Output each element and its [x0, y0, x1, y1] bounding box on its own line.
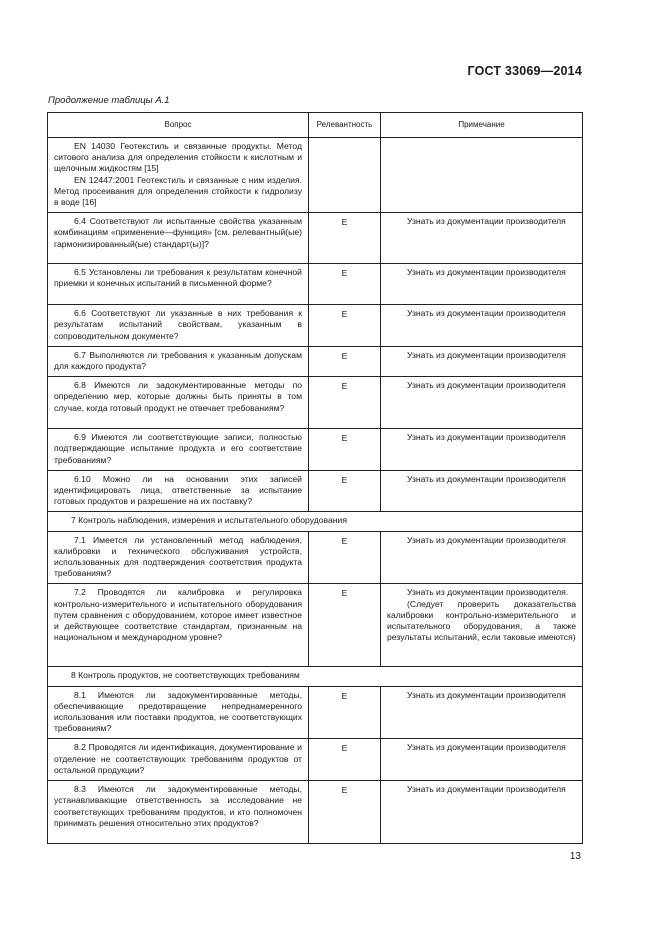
relevance-cell: Е [309, 584, 381, 667]
relevance-cell: Е [309, 739, 381, 781]
relevance-cell: Е [309, 213, 381, 264]
note-cell: Узнать из документации производителя [381, 213, 583, 264]
table-row [48, 584, 583, 667]
table-row [48, 470, 583, 512]
question-text: 6.6 Соответствуют ли указанные в них требования к результатам испытаний свойствам, указанным в сопроводительном документе? [54, 308, 302, 341]
note-cell: Узнать из документации производителя [381, 531, 583, 584]
table-row [48, 138, 583, 213]
column-header-note: Примечание [381, 113, 583, 138]
note-cell: Узнать из документации производителя [381, 781, 583, 844]
question-text: 6.8 Имеются ли задокументированные методы по определению мер, которые должны быть приняты в том случае, когда готовый продукт не отвечает требованиям? [54, 380, 302, 413]
reference-text: EN 14030 Геотекстиль и связанные продукты. Метод ситового анализа для определения стойкости к кислотным и щелочным жидкостям [15] [54, 141, 302, 174]
question-text: 6.10 Можно ли на основании этих записей идентифицировать лица, ответственные за испытание готовых продуктов и разрешение на их поставку? [54, 473, 302, 507]
question-cell [48, 531, 309, 584]
section-row [48, 667, 583, 686]
question-cell [48, 213, 309, 264]
question-text: 8.1 Имеются ли задокументированные методы, обеспечивающие предотвращение непреднамеренного использования или поставки продуктов, не соответствующих требованиям? [54, 689, 302, 734]
note-cell: Узнать из документации производителя [381, 686, 583, 739]
requirements-table [47, 112, 583, 844]
note-cell: Узнать из документации производителя [381, 264, 583, 305]
question-text: 6.4 Соответствуют ли испытанные свойства указанным комбинациям «применение—функция» [см. релевантный(ые) гармонизированный(ые) стандарт(ы)]? [54, 216, 302, 249]
question-text: 6.5 Установлены ли требования к результатам конечной приемки и конечных испытаний в письменной форме? [54, 267, 302, 289]
page-number: 13 [569, 851, 581, 862]
question-text: 8.3 Имеются ли задокументированные методы, устанавливающие ответственность за исследование не соответствующих требованиям продуктов, и кто полномочен принимать решения относительно этих продуктов? [54, 784, 302, 828]
table-row [48, 531, 583, 584]
relevance-cell: Е [309, 264, 381, 305]
section-heading-7: 7 Контроль наблюдения, измерения и испытательного оборудования [48, 512, 583, 531]
section-heading-8: 8 Контроль продуктов, не соответствующих требованиям [48, 667, 583, 686]
relevance-cell: Е [309, 531, 381, 584]
relevance-cell: Е [309, 470, 381, 512]
question-cell [48, 346, 309, 376]
note-text: (Следует проверить доказательства калибровки контрольно-измерительного и испытательного оборудования, а также результаты испытаний, если таковые имеются) [387, 598, 576, 643]
note-cell: Узнать из документации производителя [381, 739, 583, 781]
table-row [48, 429, 583, 471]
question-cell [48, 429, 309, 471]
question-cell [48, 470, 309, 512]
question-text: 7.1 Имеется ли установленный метод наблюдения, калибровки и технического обслуживания устройств, использованных для подтверждения соответствия продукта требованиям? [54, 534, 302, 579]
relevance-cell: Е [309, 686, 381, 739]
note-cell: Узнать из документации производителя [381, 470, 583, 512]
question-text: 6.9 Имеются ли соответствующие записи, полностью подтверждающие испытание продукта и его соответствие требованиям? [54, 432, 302, 465]
question-cell [48, 686, 309, 739]
note-cell: Узнать из документации производителя [381, 377, 583, 429]
column-header-question: Вопрос [48, 113, 309, 138]
note-cell: Узнать из документации производителя [381, 305, 583, 347]
relevance-cell: Е [309, 377, 381, 429]
document-standard-number: ГОСТ 33069—2014 [467, 64, 582, 78]
table-header-row [48, 113, 583, 138]
relevance-cell: Е [309, 429, 381, 471]
note-text: Узнать из документации производителя. [407, 587, 569, 598]
table-row [48, 739, 583, 781]
table-row [48, 264, 583, 305]
question-cell [48, 377, 309, 429]
question-cell [48, 305, 309, 347]
question-cell [48, 264, 309, 305]
table-row [48, 346, 583, 376]
table-caption: Продолжение таблицы А.1 [48, 95, 170, 106]
question-text: 6.7 Выполняются ли требования к указанным допускам для каждого продукта? [54, 349, 302, 372]
table-row [48, 213, 583, 264]
table-row [48, 305, 583, 347]
question-cell [48, 138, 309, 213]
note-cell: Узнать из документации производителя [381, 429, 583, 471]
column-header-relevance: Релевантность [309, 113, 381, 138]
section-row [48, 512, 583, 531]
table-row [48, 686, 583, 739]
reference-text: EN 12447:2001 Геотекстиль и связанные с ним изделия. Метод просеивания для определения стойкости к гидролизу в воде [16] [54, 174, 302, 208]
relevance-cell: Е [309, 346, 381, 376]
note-cell: Узнать из документации производителя [381, 346, 583, 376]
note-cell [381, 138, 583, 213]
relevance-cell: Е [309, 781, 381, 844]
question-cell [48, 781, 309, 844]
table-row [48, 781, 583, 844]
relevance-cell: Е [309, 305, 381, 347]
question-cell [48, 739, 309, 781]
question-text: 7.2 Проводятся ли калибровка и регулировка контрольно-измерительного и испытательного оборудования путем сравнения с оборудованием, которое имеет известное и действующее соответствие стандартам, признанным на национальном и международном уровне? [54, 587, 302, 643]
question-text: 8.2 Проводятся ли идентификация, документирование и отделение не соответствующих требованиям продуктов от остальной продукции? [54, 742, 302, 775]
question-cell [48, 584, 309, 667]
note-cell [381, 584, 583, 667]
relevance-cell [309, 138, 381, 213]
table-row [48, 377, 583, 429]
